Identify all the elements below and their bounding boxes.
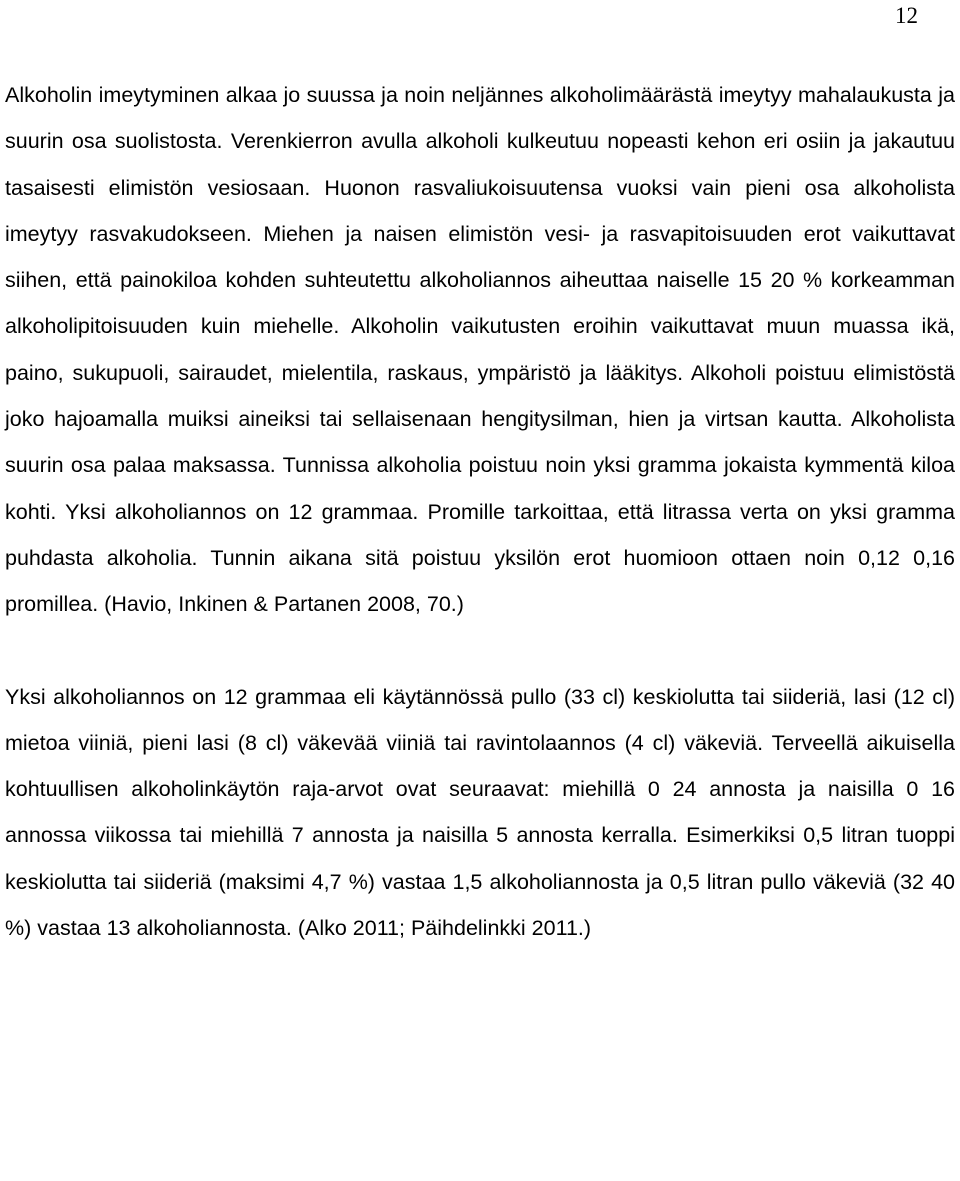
page-number: 12 [895,3,918,28]
paragraph-alcohol-units: Yksi alkoholiannos on 12 grammaa eli käytännössä pullo (33 cl) keskiolutta tai siideriä, lasi (12 cl) mietoa viiniä, pieni lasi (8 cl) väkevää viiniä tai ravintolaannos (4 cl) väkeviä. Terveellä aikuisella kohtuullisen alkoholinkäytön raja-arvot ovat seuraavat: miehillä 0 24 annosta ja naisilla 0 16 annossa viikossa tai miehillä 7 annosta ja naisilla 5 annosta kerralla. Esimerkiksi 0,5 litran tuoppi keskiolutta tai siideriä (maksimi 4,7 %) vastaa 1,5 alkoholiannosta ja 0,5 litran pullo väkeviä (32 40 %) vastaa 13 alkoholiannosta. (Alko 2011; Päihdelinkki 2011.) [5,684,955,941]
document-body [5,72,955,951]
paragraph-alcohol-absorption: Alkoholin imeytyminen alkaa jo suussa ja noin neljännes alkoholimäärästä imeytyy mahalaukusta ja suurin osa suolistosta. Verenkierron avulla alkoholi kulkeutuu nopeasti kehon eri osiin ja jakautuu tasaisesti elimistön vesiosaan. Huonon rasvaliukoisuutensa vuoksi vain pieni osa alkoholista imeytyy rasvakudokseen. Miehen ja naisen elimistön vesi- ja rasvapitoisuuden erot vaikuttavat siihen, että painokiloa kohden suhteutettu alkoholiannos aiheuttaa naiselle 15 20 % korkeamman alkoholipitoisuuden kuin miehelle. Alkoholin vaikutusten eroihin vaikuttavat muun muassa ikä, paino, sukupuoli, sairaudet, mielentila, raskaus, ympäristö ja lääkitys. Alkoholi poistuu elimistöstä joko hajoamalla muiksi aineiksi tai sellaisenaan hengitysilman, hien ja virtsan kautta. Alkoholista suurin osa palaa maksassa. Tunnissa alkoholia poistuu noin yksi gramma jokaista kymmentä kiloa kohti. Yksi alkoholiannos on 12 grammaa. Promille tarkoittaa, että litrassa verta on yksi gramma puhdasta alkoholia. Tunnin aikana sitä poistuu yksilön erot huomioon ottaen noin 0,12 0,16 promillea. (Havio, Inkinen & Partanen 2008, 70.) [5,83,955,617]
